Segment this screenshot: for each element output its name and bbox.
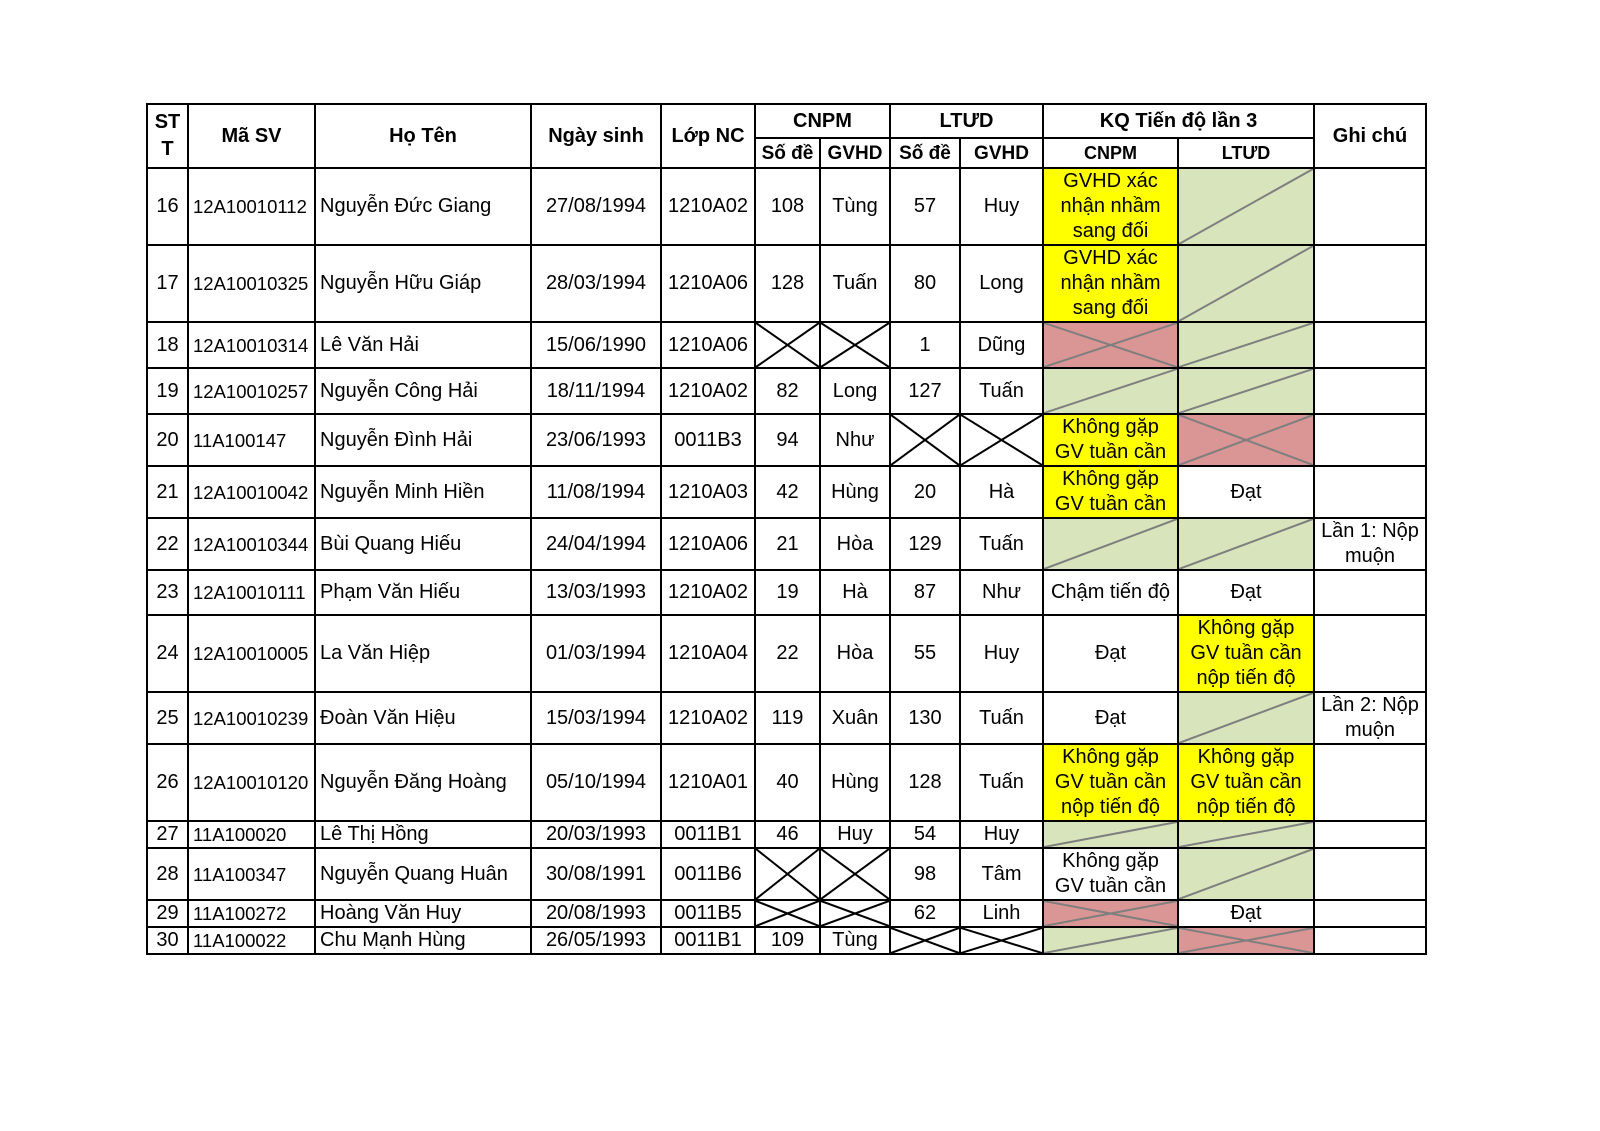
birth-date-cell: 20/03/1993 <box>531 821 661 848</box>
student-name-cell: Nguyễn Quang Huân <box>315 848 531 900</box>
student-id-cell: 11A100022 <box>188 927 315 954</box>
table-row <box>147 466 1426 518</box>
cnpm-advisor-cell: Như <box>820 414 890 466</box>
birth-date-cell: 26/05/1993 <box>531 927 661 954</box>
table-row <box>147 245 1426 322</box>
result-text: Không gặp GV tuần cần nộp tiến độ <box>1190 617 1302 689</box>
cnpm-topic-cell: 82 <box>755 368 820 414</box>
ltud-topic-cell: 129 <box>890 518 960 570</box>
stt-cell: 29 <box>147 900 188 927</box>
ltud-advisor-cell: Tâm <box>960 848 1043 900</box>
result-ltud-cell <box>1178 927 1314 954</box>
cnpm-topic-cell: 46 <box>755 821 820 848</box>
cross-mark-icon <box>756 901 819 926</box>
birth-date-cell: 11/08/1994 <box>531 466 661 518</box>
note-cell <box>1314 168 1426 245</box>
slash-mark-icon <box>1179 519 1313 569</box>
class-cell: 1210A02 <box>661 168 755 245</box>
result-text: GVHD xác nhận nhầm sang đối <box>1060 170 1161 242</box>
cross-mark-icon <box>961 928 1042 953</box>
ltud-topic-cell: 80 <box>890 245 960 322</box>
ltud-advisor-cell: Huy <box>960 615 1043 692</box>
slash-mark-icon <box>1179 693 1313 743</box>
student-name-cell: Phạm Văn Hiếu <box>315 570 531 615</box>
result-cnpm-cell <box>1043 368 1178 414</box>
student-name-cell: Nguyễn Đức Giang <box>315 168 531 245</box>
cnpm-advisor-cell: Xuân <box>820 692 890 744</box>
cross-mark-icon <box>1179 415 1313 465</box>
birth-date-cell: 13/03/1993 <box>531 570 661 615</box>
student-id-cell: 12A10010042 <box>188 466 315 518</box>
result-ltud-cell <box>1178 518 1314 570</box>
cnpm-topic-cell: 40 <box>755 744 820 821</box>
result-ltud-cell <box>1178 744 1314 821</box>
student-name-cell: Đoàn Văn Hiệu <box>315 692 531 744</box>
result-ltud-cell <box>1178 168 1314 245</box>
student-id-cell: 12A10010257 <box>188 368 315 414</box>
note-cell <box>1314 322 1426 368</box>
note-cell <box>1314 821 1426 848</box>
student-name-cell: La Văn Hiệp <box>315 615 531 692</box>
birth-date-cell: 18/11/1994 <box>531 368 661 414</box>
cnpm-topic-cell: 108 <box>755 168 820 245</box>
cnpm-advisor-cell: Tuấn <box>820 245 890 322</box>
ltud-topic-cell: 127 <box>890 368 960 414</box>
student-id-cell: 11A100347 <box>188 848 315 900</box>
result-cnpm-cell <box>1043 414 1178 466</box>
result-text: Đạt <box>1094 642 1127 664</box>
ltud-topic-cell: 54 <box>890 821 960 848</box>
ltud-topic-cell: 20 <box>890 466 960 518</box>
class-cell: 0011B5 <box>661 900 755 927</box>
student-id-cell: 11A100020 <box>188 821 315 848</box>
result-ltud-cell <box>1178 368 1314 414</box>
result-cnpm-cell <box>1043 245 1178 322</box>
cross-mark-icon <box>961 415 1042 465</box>
birth-date-cell: 27/08/1994 <box>531 168 661 245</box>
cnpm-advisor-cell <box>820 900 890 927</box>
header-kq-ltud: LTƯD <box>1178 138 1314 168</box>
cnpm-topic-cell: 42 <box>755 466 820 518</box>
stt-cell: 28 <box>147 848 188 900</box>
note-cell <box>1314 570 1426 615</box>
student-id-cell: 12A10010325 <box>188 245 315 322</box>
cnpm-advisor-cell: Tùng <box>820 927 890 954</box>
student-id-cell: 11A100272 <box>188 900 315 927</box>
cross-mark-icon <box>1179 928 1313 953</box>
header-ngay-sinh: Ngày sinh <box>531 104 661 168</box>
birth-date-cell: 01/03/1994 <box>531 615 661 692</box>
table-row <box>147 744 1426 821</box>
result-text: Đạt <box>1230 902 1262 924</box>
student-name-cell: Nguyễn Minh Hiền <box>315 466 531 518</box>
header-ma-sv: Mã SV <box>188 104 315 168</box>
birth-date-cell: 28/03/1994 <box>531 245 661 322</box>
cross-mark-icon <box>1044 323 1177 367</box>
student-id-cell: 11A100147 <box>188 414 315 466</box>
student-name-cell: Nguyễn Đình Hải <box>315 414 531 466</box>
result-cnpm-cell <box>1043 168 1178 245</box>
result-text: Không gặp GV tuần cần nộp tiến độ <box>1054 746 1167 818</box>
cross-mark-icon <box>891 415 959 465</box>
student-name-cell: Lê Văn Hải <box>315 322 531 368</box>
result-cnpm-cell <box>1043 518 1178 570</box>
class-cell: 1210A06 <box>661 322 755 368</box>
stt-cell: 16 <box>147 168 188 245</box>
result-ltud-cell <box>1178 615 1314 692</box>
header-kq-tien-do: KQ Tiến độ lần 3 <box>1043 104 1314 138</box>
ltud-advisor-cell: Dũng <box>960 322 1043 368</box>
ltud-topic-cell: 98 <box>890 848 960 900</box>
cross-mark-icon <box>821 901 889 926</box>
cross-mark-icon <box>891 928 959 953</box>
header-lop-nc: Lớp NC <box>661 104 755 168</box>
result-cnpm-cell <box>1043 927 1178 954</box>
slash-mark-icon <box>1044 519 1177 569</box>
ltud-topic-cell: 62 <box>890 900 960 927</box>
header-cnpm: CNPM <box>755 104 890 138</box>
table-row <box>147 518 1426 570</box>
student-name-cell: Chu Mạnh Hùng <box>315 927 531 954</box>
student-id-cell: 12A10010120 <box>188 744 315 821</box>
ltud-advisor-cell: Long <box>960 245 1043 322</box>
result-ltud-cell <box>1178 848 1314 900</box>
table-row <box>147 927 1426 954</box>
ltud-advisor-cell: Tuấn <box>960 744 1043 821</box>
ltud-topic-cell: 130 <box>890 692 960 744</box>
note-cell <box>1314 744 1426 821</box>
cnpm-topic-cell <box>755 848 820 900</box>
cnpm-advisor-cell: Hòa <box>820 518 890 570</box>
ltud-topic-cell: 55 <box>890 615 960 692</box>
birth-date-cell: 15/03/1994 <box>531 692 661 744</box>
class-cell: 1210A06 <box>661 245 755 322</box>
class-cell: 0011B1 <box>661 821 755 848</box>
cnpm-topic-cell: 22 <box>755 615 820 692</box>
cnpm-advisor-cell <box>820 322 890 368</box>
stt-cell: 19 <box>147 368 188 414</box>
table-row <box>147 368 1426 414</box>
student-name-cell: Nguyễn Đăng Hoàng <box>315 744 531 821</box>
table-row <box>147 821 1426 848</box>
class-cell: 0011B3 <box>661 414 755 466</box>
stt-cell: 27 <box>147 821 188 848</box>
result-text: Chậm tiến độ <box>1051 581 1170 603</box>
ltud-topic-cell: 57 <box>890 168 960 245</box>
result-ltud-cell <box>1178 414 1314 466</box>
slash-mark-icon <box>1044 822 1177 847</box>
header-ltud-gvhd: GVHD <box>960 138 1043 168</box>
cnpm-topic-cell: 19 <box>755 570 820 615</box>
cnpm-advisor-cell: Hùng <box>820 466 890 518</box>
ltud-advisor-cell: Hà <box>960 466 1043 518</box>
stt-cell: 22 <box>147 518 188 570</box>
student-id-cell: 12A10010111 <box>188 570 315 615</box>
note-cell <box>1314 245 1426 322</box>
slash-mark-icon <box>1179 369 1313 413</box>
header-cnpm-gvhd: GVHD <box>820 138 890 168</box>
birth-date-cell: 24/04/1994 <box>531 518 661 570</box>
result-text: Đạt <box>1230 581 1262 603</box>
table-row <box>147 692 1426 744</box>
result-text: Không gặp GV tuần cần <box>1054 416 1167 463</box>
note-cell: Lần 2: Nộp muộn <box>1314 692 1426 744</box>
class-cell: 1210A01 <box>661 744 755 821</box>
result-text: Đạt <box>1230 480 1262 503</box>
result-text: Không gặp GV tuần cần <box>1054 850 1167 897</box>
class-cell: 0011B1 <box>661 927 755 954</box>
cnpm-advisor-cell: Hà <box>820 570 890 615</box>
stt-cell: 20 <box>147 414 188 466</box>
result-ltud-cell <box>1178 466 1314 518</box>
table-row <box>147 615 1426 692</box>
result-cnpm-cell <box>1043 570 1178 615</box>
student-id-cell: 12A10010314 <box>188 322 315 368</box>
result-cnpm-cell <box>1043 848 1178 900</box>
student-name-cell: Nguyễn Hữu Giáp <box>315 245 531 322</box>
ltud-advisor-cell: Linh <box>960 900 1043 927</box>
note-cell <box>1314 900 1426 927</box>
cross-mark-icon <box>756 323 819 367</box>
class-cell: 1210A04 <box>661 615 755 692</box>
ltud-advisor-cell: Như <box>960 570 1043 615</box>
table-row <box>147 900 1426 927</box>
cross-mark-icon <box>756 849 819 899</box>
cnpm-topic-cell: 94 <box>755 414 820 466</box>
stt-cell: 24 <box>147 615 188 692</box>
result-cnpm-cell <box>1043 692 1178 744</box>
note-cell: Lần 1: Nộp muộn <box>1314 518 1426 570</box>
cnpm-topic-cell <box>755 322 820 368</box>
birth-date-cell: 05/10/1994 <box>531 744 661 821</box>
slash-mark-icon <box>1179 323 1313 367</box>
class-cell: 1210A02 <box>661 570 755 615</box>
cnpm-topic-cell: 21 <box>755 518 820 570</box>
ltud-topic-cell: 1 <box>890 322 960 368</box>
slash-mark-icon <box>1179 169 1313 244</box>
birth-date-cell: 23/06/1993 <box>531 414 661 466</box>
result-text: GVHD xác nhận nhầm sang đối <box>1060 247 1161 319</box>
note-cell <box>1314 615 1426 692</box>
cross-mark-icon <box>821 323 889 367</box>
table-body <box>147 168 1426 954</box>
ltud-advisor-cell: Huy <box>960 168 1043 245</box>
result-ltud-cell <box>1178 322 1314 368</box>
result-ltud-cell <box>1178 821 1314 848</box>
header-ho-ten: Họ Tên <box>315 104 531 168</box>
cnpm-topic-cell: 119 <box>755 692 820 744</box>
ltud-advisor-cell <box>960 414 1043 466</box>
note-cell <box>1314 848 1426 900</box>
cnpm-advisor-cell: Hòa <box>820 615 890 692</box>
result-ltud-cell <box>1178 570 1314 615</box>
ltud-advisor-cell: Tuấn <box>960 368 1043 414</box>
class-cell: 1210A03 <box>661 466 755 518</box>
cnpm-advisor-cell: Tùng <box>820 168 890 245</box>
result-cnpm-cell <box>1043 900 1178 927</box>
result-cnpm-cell <box>1043 744 1178 821</box>
result-cnpm-cell <box>1043 615 1178 692</box>
ltud-advisor-cell: Tuấn <box>960 692 1043 744</box>
progress-table <box>146 103 1427 955</box>
result-cnpm-cell <box>1043 322 1178 368</box>
class-cell: 1210A06 <box>661 518 755 570</box>
student-name-cell: Hoàng Văn Huy <box>315 900 531 927</box>
result-ltud-cell <box>1178 692 1314 744</box>
header-kq-cnpm: CNPM <box>1043 138 1178 168</box>
note-cell <box>1314 927 1426 954</box>
ltud-advisor-cell <box>960 927 1043 954</box>
result-text: Không gặp GV tuần cần <box>1054 468 1167 515</box>
student-name-cell: Nguyễn Công Hải <box>315 368 531 414</box>
student-id-cell: 12A10010005 <box>188 615 315 692</box>
header-ghi-chu: Ghi chú <box>1314 104 1426 168</box>
birth-date-cell: 30/08/1991 <box>531 848 661 900</box>
class-cell: 1210A02 <box>661 692 755 744</box>
slash-mark-icon <box>1179 246 1313 321</box>
note-cell <box>1314 414 1426 466</box>
slash-mark-icon <box>1179 822 1313 847</box>
result-ltud-cell <box>1178 900 1314 927</box>
birth-date-cell: 20/08/1993 <box>531 900 661 927</box>
note-cell <box>1314 368 1426 414</box>
birth-date-cell: 15/06/1990 <box>531 322 661 368</box>
ltud-topic-cell <box>890 414 960 466</box>
student-id-cell: 12A10010344 <box>188 518 315 570</box>
class-cell: 0011B6 <box>661 848 755 900</box>
ltud-topic-cell: 128 <box>890 744 960 821</box>
slash-mark-icon <box>1044 928 1177 953</box>
header-stt <box>147 104 188 168</box>
stt-cell: 23 <box>147 570 188 615</box>
header-cnpm-so-de: Số đề <box>755 138 820 168</box>
table-row <box>147 168 1426 245</box>
cnpm-advisor-cell: Huy <box>820 821 890 848</box>
stt-cell: 17 <box>147 245 188 322</box>
stt-cell: 21 <box>147 466 188 518</box>
ltud-advisor-cell: Tuấn <box>960 518 1043 570</box>
table-row <box>147 414 1426 466</box>
stt-cell: 30 <box>147 927 188 954</box>
cnpm-advisor-cell: Hùng <box>820 744 890 821</box>
slash-mark-icon <box>1044 369 1177 413</box>
cnpm-topic-cell <box>755 900 820 927</box>
header-stt-label: ST T <box>154 111 181 160</box>
result-ltud-cell <box>1178 245 1314 322</box>
ltud-topic-cell: 87 <box>890 570 960 615</box>
cnpm-advisor-cell <box>820 848 890 900</box>
ltud-advisor-cell: Huy <box>960 821 1043 848</box>
cnpm-advisor-cell: Long <box>820 368 890 414</box>
ltud-topic-cell <box>890 927 960 954</box>
stt-cell: 26 <box>147 744 188 821</box>
student-id-cell: 12A10010112 <box>188 168 315 245</box>
slash-mark-icon <box>1179 849 1313 899</box>
stt-cell: 18 <box>147 322 188 368</box>
result-cnpm-cell <box>1043 466 1178 518</box>
header-ltud: LTƯD <box>890 104 1043 138</box>
cross-mark-icon <box>821 849 889 899</box>
note-cell <box>1314 466 1426 518</box>
table-row <box>147 848 1426 900</box>
result-text: Đạt <box>1094 706 1127 729</box>
result-cnpm-cell <box>1043 821 1178 848</box>
cnpm-topic-cell: 128 <box>755 245 820 322</box>
cnpm-topic-cell: 109 <box>755 927 820 954</box>
student-name-cell: Lê Thị Hồng <box>315 821 531 848</box>
header-ltud-so-de: Số đề <box>890 138 960 168</box>
student-id-cell: 12A10010239 <box>188 692 315 744</box>
student-name-cell: Bùi Quang Hiếu <box>315 518 531 570</box>
table-row <box>147 322 1426 368</box>
class-cell: 1210A02 <box>661 368 755 414</box>
stt-cell: 25 <box>147 692 188 744</box>
table-row <box>147 570 1426 615</box>
cross-mark-icon <box>1044 901 1177 926</box>
result-text: Không gặp GV tuần cần nộp tiến độ <box>1190 746 1302 818</box>
